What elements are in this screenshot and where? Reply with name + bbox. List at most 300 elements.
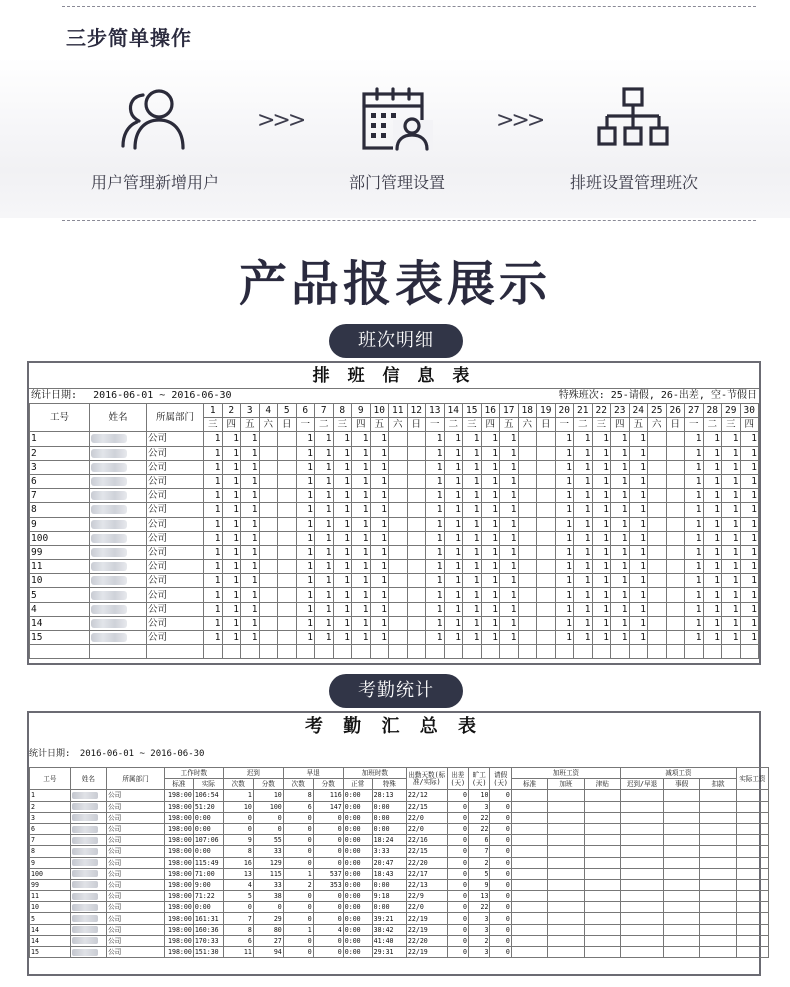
cell-ab: 22	[469, 823, 490, 834]
shift-cell	[407, 560, 426, 574]
shift-cell: 1	[500, 545, 519, 559]
cell-on: 0:00	[343, 835, 372, 846]
empty-cell	[700, 812, 736, 823]
shift-cell: 1	[592, 432, 611, 446]
cell-lv: 0	[490, 879, 511, 890]
shift-cell: 1	[592, 446, 611, 460]
shift-cell: 1	[685, 489, 704, 503]
employee-id: 11	[30, 891, 71, 902]
shift-cell: 1	[444, 531, 463, 545]
redacted-name	[91, 520, 127, 529]
shift-cell	[666, 460, 685, 474]
table-row	[30, 432, 759, 446]
empty-cell	[736, 846, 768, 857]
employee-id: 99	[30, 545, 90, 559]
shift-cell: 1	[611, 545, 630, 559]
cell-on: 0:00	[343, 823, 372, 834]
empty-cell	[548, 835, 584, 846]
shift-cell	[537, 446, 556, 460]
table-row	[30, 947, 769, 958]
employee-name	[90, 602, 147, 616]
department: 公司	[107, 879, 165, 890]
shift-cell: 1	[722, 631, 741, 645]
shift-cell: 1	[611, 489, 630, 503]
shift-cell	[278, 489, 297, 503]
employee-name	[90, 531, 147, 545]
empty-cell	[736, 924, 768, 935]
cell-lv: 0	[490, 947, 511, 958]
cell-ab: 10	[469, 790, 490, 801]
shift-cell: 1	[611, 432, 630, 446]
shift-cell: 1	[241, 545, 260, 559]
cell-bt: 0	[447, 913, 468, 924]
shift-cell	[407, 446, 426, 460]
shift-cell: 1	[296, 531, 315, 545]
shift-cell: 1	[222, 545, 241, 559]
shift-cell: 1	[296, 446, 315, 460]
shift-cell: 1	[703, 574, 722, 588]
shift-cell	[407, 588, 426, 602]
shift-cell: 1	[370, 446, 389, 460]
shift-cell: 1	[333, 545, 352, 559]
cell-act: 51:20	[193, 801, 223, 812]
shift-cell	[518, 531, 537, 545]
shift-cell: 1	[611, 531, 630, 545]
table-row	[30, 460, 759, 474]
table-row	[30, 517, 759, 531]
empty-cell	[700, 891, 736, 902]
shift-cell: 1	[222, 588, 241, 602]
cell-act: 115:49	[193, 857, 223, 868]
shift-cell: 1	[500, 517, 519, 531]
day-number: 8	[333, 404, 352, 418]
shift-cell	[537, 631, 556, 645]
empty-cell	[663, 857, 699, 868]
shift-cell: 1	[315, 545, 334, 559]
shift-cell: 1	[204, 588, 223, 602]
cell-std: 198:00	[164, 812, 193, 823]
empty-cell	[511, 857, 547, 868]
empty-cell	[584, 835, 620, 846]
col-business: 出差(天)	[447, 768, 468, 790]
empty-cell	[621, 812, 664, 823]
empty-cell	[548, 935, 584, 946]
cell-days: 22/0	[406, 812, 447, 823]
cell-bt: 0	[447, 790, 468, 801]
step-department	[297, 86, 497, 193]
shift-cell: 1	[481, 489, 500, 503]
empty-cell	[511, 812, 547, 823]
redacted-name	[72, 803, 98, 810]
cell-lv: 0	[490, 790, 511, 801]
employee-name	[70, 835, 106, 846]
shift-cell: 1	[222, 631, 241, 645]
shift-cell	[278, 446, 297, 460]
sub-standard: 标准	[164, 779, 193, 790]
cell-ab: 2	[469, 857, 490, 868]
cell-act: 0:00	[193, 902, 223, 913]
col-late: 迟到	[223, 768, 283, 779]
employee-name	[70, 868, 106, 879]
weekday: 五	[241, 418, 260, 432]
shift-cell: 1	[241, 517, 260, 531]
day-number-row	[30, 404, 759, 418]
shift-cell: 1	[315, 517, 334, 531]
shift-cell: 1	[370, 474, 389, 488]
cell-os: 29:31	[372, 947, 406, 958]
department: 公司	[107, 823, 165, 834]
redacted-name	[91, 633, 127, 642]
shift-cell: 1	[592, 616, 611, 630]
department: 公司	[147, 588, 204, 602]
department: 公司	[107, 935, 165, 946]
shift-cell: 1	[370, 432, 389, 446]
shift-cell: 1	[352, 545, 371, 559]
shift-cell: 1	[685, 560, 704, 574]
date-label: 统计日期:	[31, 390, 78, 401]
shift-cell	[518, 602, 537, 616]
step-schedule	[534, 86, 734, 193]
shift-cell: 1	[629, 560, 648, 574]
shift-cell: 1	[685, 602, 704, 616]
empty-cell	[663, 790, 699, 801]
redacted-name	[91, 619, 127, 628]
cell-std: 198:00	[164, 823, 193, 834]
shift-cell: 1	[241, 574, 260, 588]
col-dept: 所属部门	[147, 404, 204, 432]
shift-cell: 1	[204, 574, 223, 588]
department: 公司	[147, 631, 204, 645]
shift-cell: 1	[574, 531, 593, 545]
shift-cell: 1	[315, 446, 334, 460]
col-name: 姓名	[90, 404, 147, 432]
cell-bt: 0	[447, 935, 468, 946]
cell-em: 0	[313, 846, 343, 857]
employee-name	[70, 902, 106, 913]
sub-minutes: 分数	[253, 779, 283, 790]
shift-cell: 1	[463, 588, 482, 602]
shift-cell: 1	[703, 588, 722, 602]
employee-name	[90, 517, 147, 531]
cell-em: 0	[313, 835, 343, 846]
cell-std: 198:00	[164, 935, 193, 946]
shift-cell: 1	[500, 446, 519, 460]
shift-cell: 1	[352, 631, 371, 645]
shift-cell: 1	[426, 474, 445, 488]
shift-cell: 1	[222, 489, 241, 503]
redacted-name	[72, 859, 98, 866]
shift-cell	[518, 631, 537, 645]
employee-id: 6	[30, 823, 71, 834]
table-row	[30, 503, 759, 517]
weekday: 二	[574, 418, 593, 432]
shift-cell	[389, 489, 408, 503]
shift-cell: 1	[370, 545, 389, 559]
shift-cell: 1	[426, 531, 445, 545]
cell-on: 0:00	[343, 902, 372, 913]
cell-bt: 0	[447, 924, 468, 935]
shift-cell: 1	[481, 545, 500, 559]
table-row	[30, 631, 759, 645]
shift-cell: 1	[296, 545, 315, 559]
cell-lv: 0	[490, 902, 511, 913]
shift-cell: 1	[592, 574, 611, 588]
shift-cell: 1	[222, 602, 241, 616]
cell-lv: 0	[490, 835, 511, 846]
shift-cell: 1	[481, 588, 500, 602]
shift-cell: 1	[592, 503, 611, 517]
shift-cell	[648, 545, 667, 559]
day-number: 30	[740, 404, 759, 418]
cell-lt: 8	[223, 846, 253, 857]
table-row	[30, 913, 769, 924]
shift-cell: 1	[204, 489, 223, 503]
empty-cell	[584, 823, 620, 834]
cell-em: 0	[313, 812, 343, 823]
shift-cell: 1	[555, 489, 574, 503]
shift-cell: 1	[370, 616, 389, 630]
shift-cell: 1	[703, 489, 722, 503]
shift-cell	[407, 460, 426, 474]
table-row	[30, 602, 759, 616]
shift-cell: 1	[370, 503, 389, 517]
redacted-name	[91, 562, 127, 571]
day-number: 7	[315, 404, 334, 418]
shift-cell: 1	[685, 517, 704, 531]
shift-cell	[259, 446, 278, 460]
arrow-icon: >>>	[496, 108, 543, 133]
day-number: 25	[648, 404, 667, 418]
shift-cell	[389, 531, 408, 545]
shift-cell: 1	[463, 432, 482, 446]
shift-cell: 1	[629, 489, 648, 503]
redacted-name	[72, 792, 98, 799]
shift-cell	[648, 460, 667, 474]
employee-id: 2	[30, 801, 71, 812]
table-row	[30, 588, 759, 602]
shift-cell: 1	[611, 588, 630, 602]
shift-cell: 1	[740, 432, 759, 446]
attendance-summary-sheet	[27, 711, 766, 976]
shift-cell	[407, 631, 426, 645]
weekday: 四	[222, 418, 241, 432]
shift-cell	[389, 560, 408, 574]
cell-ab: 2	[469, 935, 490, 946]
shift-cell	[389, 574, 408, 588]
shift-cell: 1	[740, 631, 759, 645]
cell-bt: 0	[447, 902, 468, 913]
redacted-name	[91, 449, 127, 458]
shift-cell: 1	[740, 616, 759, 630]
shift-cell	[537, 503, 556, 517]
employee-id: 3	[30, 812, 71, 823]
cell-lt: 1	[223, 790, 253, 801]
shift-cell	[259, 432, 278, 446]
cell-bt: 0	[447, 801, 468, 812]
shift-cell: 1	[481, 616, 500, 630]
sub-normal: 正常	[343, 779, 372, 790]
cell-et: 6	[283, 801, 313, 812]
shift-cell: 1	[555, 446, 574, 460]
shift-cell: 1	[703, 602, 722, 616]
cell-et: 0	[283, 947, 313, 958]
cell-bt: 0	[447, 823, 468, 834]
employee-name	[90, 460, 147, 474]
shift-cell: 1	[629, 588, 648, 602]
day-number: 19	[537, 404, 556, 418]
org-chart-icon	[534, 86, 734, 152]
department: 公司	[107, 947, 165, 958]
shift-cell: 1	[204, 545, 223, 559]
empty-cell	[663, 891, 699, 902]
cell-std: 198:00	[164, 879, 193, 890]
shift-cell: 1	[703, 545, 722, 559]
employee-name	[90, 631, 147, 645]
empty-cell	[700, 857, 736, 868]
shift-cell: 1	[555, 517, 574, 531]
weekday: 一	[296, 418, 315, 432]
cell-lv: 0	[490, 846, 511, 857]
shift-cell: 1	[611, 602, 630, 616]
cell-lv: 0	[490, 823, 511, 834]
cell-lm: 0	[253, 823, 283, 834]
day-number: 17	[500, 404, 519, 418]
shift-cell	[389, 474, 408, 488]
empty-cell	[736, 935, 768, 946]
department: 公司	[147, 489, 204, 503]
shift-cell: 1	[463, 474, 482, 488]
employee-name	[70, 913, 106, 924]
table-row	[30, 812, 769, 823]
showcase-title: 产品报表展示	[238, 256, 551, 312]
shift-cell: 1	[370, 531, 389, 545]
empty-cell	[548, 812, 584, 823]
shift-cell: 1	[685, 531, 704, 545]
shift-cell: 1	[555, 631, 574, 645]
cell-et: 0	[283, 913, 313, 924]
employee-id: 7	[30, 489, 90, 503]
shift-cell: 1	[611, 474, 630, 488]
department: 公司	[147, 560, 204, 574]
cell-act: 0:00	[193, 846, 223, 857]
cell-ab: 3	[469, 913, 490, 924]
shift-cell: 1	[574, 446, 593, 460]
shift-cell: 1	[204, 517, 223, 531]
weekday: 四	[611, 418, 630, 432]
weekday: 六	[259, 418, 278, 432]
cell-lm: 0	[253, 902, 283, 913]
cell-act: 0:00	[193, 823, 223, 834]
department: 公司	[107, 902, 165, 913]
cell-et: 1	[283, 868, 313, 879]
shift-cell: 1	[722, 517, 741, 531]
shift-cell	[259, 489, 278, 503]
shift-cell: 1	[296, 588, 315, 602]
table-row	[30, 823, 769, 834]
employee-name	[70, 857, 106, 868]
cell-std: 198:00	[164, 947, 193, 958]
employee-id: 9	[30, 857, 71, 868]
empty-cell	[511, 947, 547, 958]
day-number: 11	[389, 404, 408, 418]
employee-id: 14	[30, 935, 71, 946]
shift-cell	[518, 545, 537, 559]
shift-cell: 1	[426, 574, 445, 588]
cell-on: 0:00	[343, 924, 372, 935]
empty-cell	[663, 835, 699, 846]
shift-cell: 1	[352, 574, 371, 588]
cell-lm: 55	[253, 835, 283, 846]
day-number: 6	[296, 404, 315, 418]
shift-cell: 1	[481, 446, 500, 460]
shift-cell	[537, 560, 556, 574]
shift-cell	[648, 531, 667, 545]
shift-cell: 1	[703, 631, 722, 645]
empty-cell	[584, 891, 620, 902]
shift-cell: 1	[685, 616, 704, 630]
shift-cell	[407, 602, 426, 616]
cell-lm: 100	[253, 801, 283, 812]
empty-cell	[621, 857, 664, 868]
shift-cell: 1	[463, 545, 482, 559]
shift-cell	[648, 602, 667, 616]
empty-cell	[621, 902, 664, 913]
table-row	[30, 545, 759, 559]
empty-cell	[736, 879, 768, 890]
cell-on: 0:00	[343, 879, 372, 890]
empty-cell	[584, 902, 620, 913]
shift-cell: 1	[444, 517, 463, 531]
shift-cell: 1	[722, 560, 741, 574]
shift-cell	[259, 474, 278, 488]
redacted-name	[91, 463, 127, 472]
empty-cell	[736, 857, 768, 868]
cell-on: 0:00	[343, 790, 372, 801]
employee-name	[70, 924, 106, 935]
shift-cell: 1	[629, 503, 648, 517]
shift-cell: 1	[463, 460, 482, 474]
empty-cell	[548, 913, 584, 924]
shift-cell: 1	[722, 474, 741, 488]
shift-cell: 1	[500, 616, 519, 630]
shift-cell: 1	[555, 588, 574, 602]
empty-cell	[736, 868, 768, 879]
department: 公司	[147, 545, 204, 559]
shift-cell: 1	[629, 432, 648, 446]
shift-cell: 1	[426, 503, 445, 517]
weekday: 四	[481, 418, 500, 432]
col-id: 工号	[30, 404, 90, 432]
shift-cell: 1	[315, 560, 334, 574]
day-number: 16	[481, 404, 500, 418]
redacted-name	[91, 491, 127, 500]
cell-em: 0	[313, 891, 343, 902]
shift-cell: 1	[296, 432, 315, 446]
shift-cell	[648, 446, 667, 460]
cell-std: 198:00	[164, 835, 193, 846]
shift-cell	[648, 517, 667, 531]
sub-personal-leave: 事假	[663, 779, 699, 790]
shift-cell: 1	[426, 588, 445, 602]
steps-title: 三步简单操作	[66, 26, 192, 50]
shift-cell: 1	[740, 503, 759, 517]
shift-cell: 1	[574, 602, 593, 616]
shift-cell: 1	[592, 602, 611, 616]
cell-act: 107:06	[193, 835, 223, 846]
department: 公司	[147, 432, 204, 446]
shift-cell	[648, 489, 667, 503]
empty-cell	[621, 823, 664, 834]
